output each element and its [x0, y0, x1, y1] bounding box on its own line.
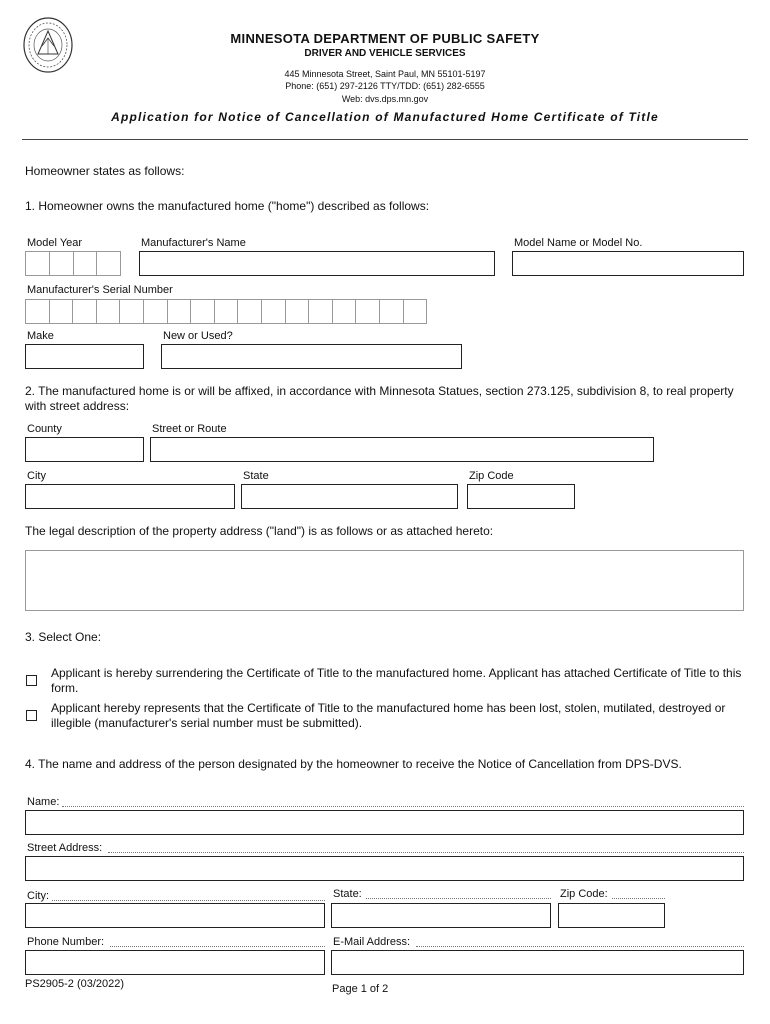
recipient-state-input[interactable] — [331, 903, 551, 928]
recipient-city-label: City: — [27, 890, 49, 902]
state-dotted-line — [366, 898, 551, 899]
street-route-label: Street or Route — [152, 423, 227, 435]
legal-description-label: The legal description of the property address ("land") is as follows or as attached hereto: — [25, 524, 494, 538]
recipient-zip-input[interactable] — [558, 903, 665, 928]
recipient-name-label: Name: — [27, 796, 60, 808]
state-label: State — [243, 470, 269, 482]
recipient-city-input[interactable] — [25, 903, 325, 928]
agency-web: Web: dvs.dps.mn.gov — [341, 94, 429, 104]
model-name-input[interactable] — [512, 251, 744, 276]
recipient-email-input[interactable] — [331, 950, 744, 975]
lost-title-checkbox[interactable] — [26, 710, 37, 721]
zip-code-label: Zip Code — [469, 470, 514, 482]
city-input[interactable] — [25, 484, 235, 509]
new-used-label: New or Used? — [163, 330, 233, 342]
surrender-title-option: Applicant is hereby surrendering the Certificate of Title to the manufactured home. Applicant has attached Certificate of Title to this form. — [51, 666, 742, 695]
model-name-label: Model Name or Model No. — [514, 237, 643, 249]
agency-title: MINNESOTA DEPARTMENT OF PUBLIC SAFETY — [230, 31, 540, 46]
section3-heading: 3. Select One: — [25, 630, 102, 644]
agency-address: 445 Minnesota Street, Saint Paul, MN 55101-5197 — [284, 69, 486, 79]
recipient-phone-label: Phone Number: — [27, 936, 105, 948]
model-year-label: Model Year — [27, 237, 83, 249]
county-label: County — [27, 423, 62, 435]
street-route-input[interactable] — [150, 437, 654, 462]
form-title: Application for Notice of Cancellation of Manufactured Home Certificate of Title — [111, 110, 659, 124]
serial-number-label: Manufacturer's Serial Number — [27, 284, 173, 296]
lost-title-option: Applicant hereby represents that the Certificate of Title to the manufactured home has been lost, stolen, mutilated, destroyed or illegible (manufacturer's serial number must be submitted). — [51, 701, 726, 730]
street-dotted-line — [108, 852, 744, 853]
email-dotted-line — [416, 946, 744, 947]
section2-heading: 2. The manufactured home is or will be affixed, in accordance with Minnesota Statues, section 273.125, subdivision 8, to real property with street address: — [25, 384, 734, 413]
manufacturer-name-label: Manufacturer's Name — [141, 237, 246, 249]
recipient-name-input[interactable] — [25, 810, 744, 835]
manufacturer-name-input[interactable] — [139, 251, 495, 276]
city-dotted-line — [52, 900, 325, 901]
state-input[interactable] — [241, 484, 458, 509]
city-label: City — [27, 470, 46, 482]
recipient-state-label: State: — [333, 888, 362, 900]
page-number: Page 1 of 2 — [332, 983, 389, 995]
recipient-phone-input[interactable] — [25, 950, 325, 975]
recipient-street-label: Street Address: — [27, 842, 103, 854]
section1-heading: 1. Homeowner owns the manufactured home ("home") described as follows: — [25, 199, 430, 213]
name-dotted-line — [62, 806, 744, 807]
recipient-zip-label: Zip Code: — [560, 888, 608, 900]
new-used-input[interactable] — [161, 344, 462, 369]
zip-code-input[interactable] — [467, 484, 575, 509]
surrender-title-checkbox[interactable] — [26, 675, 37, 686]
county-input[interactable] — [25, 437, 144, 462]
agency-phone: Phone: (651) 297-2126 TTY/TDD: (651) 282-6555 — [285, 81, 485, 91]
legal-description-input[interactable] — [25, 550, 744, 611]
phone-dotted-line — [110, 946, 325, 947]
make-input[interactable] — [25, 344, 144, 369]
recipient-street-input[interactable] — [25, 856, 744, 881]
zip-dotted-line — [612, 898, 665, 899]
make-label: Make — [27, 330, 54, 342]
intro-text: Homeowner states as follows: — [25, 164, 185, 178]
form-number: PS2905-2 (03/2022) — [25, 978, 125, 990]
header-divider — [22, 139, 748, 140]
recipient-email-label: E-Mail Address: — [333, 936, 411, 948]
division-title: DRIVER AND VEHICLE SERVICES — [304, 48, 466, 59]
model-year-input[interactable] — [25, 251, 121, 276]
serial-number-input[interactable] — [25, 299, 427, 324]
section4-heading: 4. The name and address of the person designated by the homeowner to receive the Notice of Cancellation from DPS-DVS. — [25, 757, 682, 771]
